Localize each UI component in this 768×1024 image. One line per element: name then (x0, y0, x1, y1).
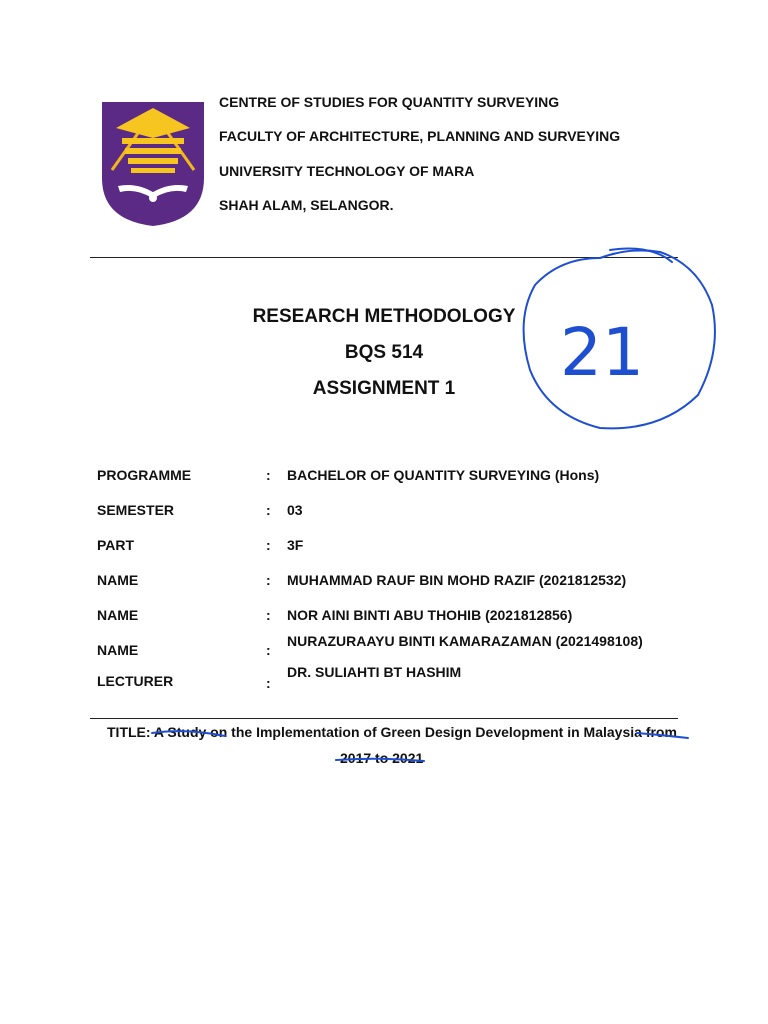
grade-text: 21 (560, 314, 644, 391)
detail-colon: : (266, 642, 271, 658)
detail-colon: : (266, 675, 271, 691)
detail-value: DR. SULIAHTI BT HASHIM (287, 664, 462, 680)
detail-colon: : (266, 537, 271, 553)
grade-circle (524, 250, 715, 428)
title-line-2: 2017 to 2021 (340, 750, 424, 766)
title-divider (90, 718, 678, 719)
detail-label: NAME (97, 572, 139, 588)
detail-value: 3F (287, 537, 304, 553)
title-text-line-1: A Study on the Implementation of Green Design Development in Malaysia from (153, 724, 677, 740)
detail-label: SEMESTER (97, 502, 175, 518)
detail-label: NAME (97, 607, 139, 623)
detail-label: PROGRAMME (97, 467, 192, 483)
detail-value: NURAZURAAYU BINTI KAMARAZAMAN (2021498108) (287, 633, 643, 649)
title-line-1 (107, 724, 677, 740)
detail-label: NAME (97, 642, 139, 658)
title-prefix: TITLE: (107, 724, 154, 740)
detail-colon: : (266, 502, 271, 518)
header-line-3: UNIVERSITY TECHNOLOGY OF MARA (219, 163, 475, 179)
detail-colon: : (266, 467, 271, 483)
detail-colon: : (266, 572, 271, 588)
detail-value: NOR AINI BINTI ABU THOHIB (2021812856) (287, 607, 573, 623)
uitm-logo (98, 98, 208, 228)
grade-circle-overlap (610, 249, 672, 263)
assignment-title: ASSIGNMENT 1 (312, 378, 456, 399)
detail-value: BACHELOR OF QUANTITY SURVEYING (Hons) (287, 467, 600, 483)
detail-value: 03 (287, 502, 303, 518)
course-subject: RESEARCH METHODOLOGY (252, 306, 516, 327)
header-divider (90, 257, 678, 258)
header-line-1: CENTRE OF STUDIES FOR QUANTITY SURVEYING (219, 94, 560, 110)
header-line-2: FACULTY OF ARCHITECTURE, PLANNING AND SURVEYING (219, 128, 621, 144)
detail-label: LECTURER (97, 673, 174, 689)
detail-colon: : (266, 607, 271, 623)
detail-label: PART (97, 537, 135, 553)
header-line-4: SHAH ALAM, SELANGOR. (219, 197, 394, 213)
detail-value: MUHAMMAD RAUF BIN MOHD RAZIF (2021812532) (287, 572, 627, 588)
course-code: BQS 514 (344, 342, 424, 363)
